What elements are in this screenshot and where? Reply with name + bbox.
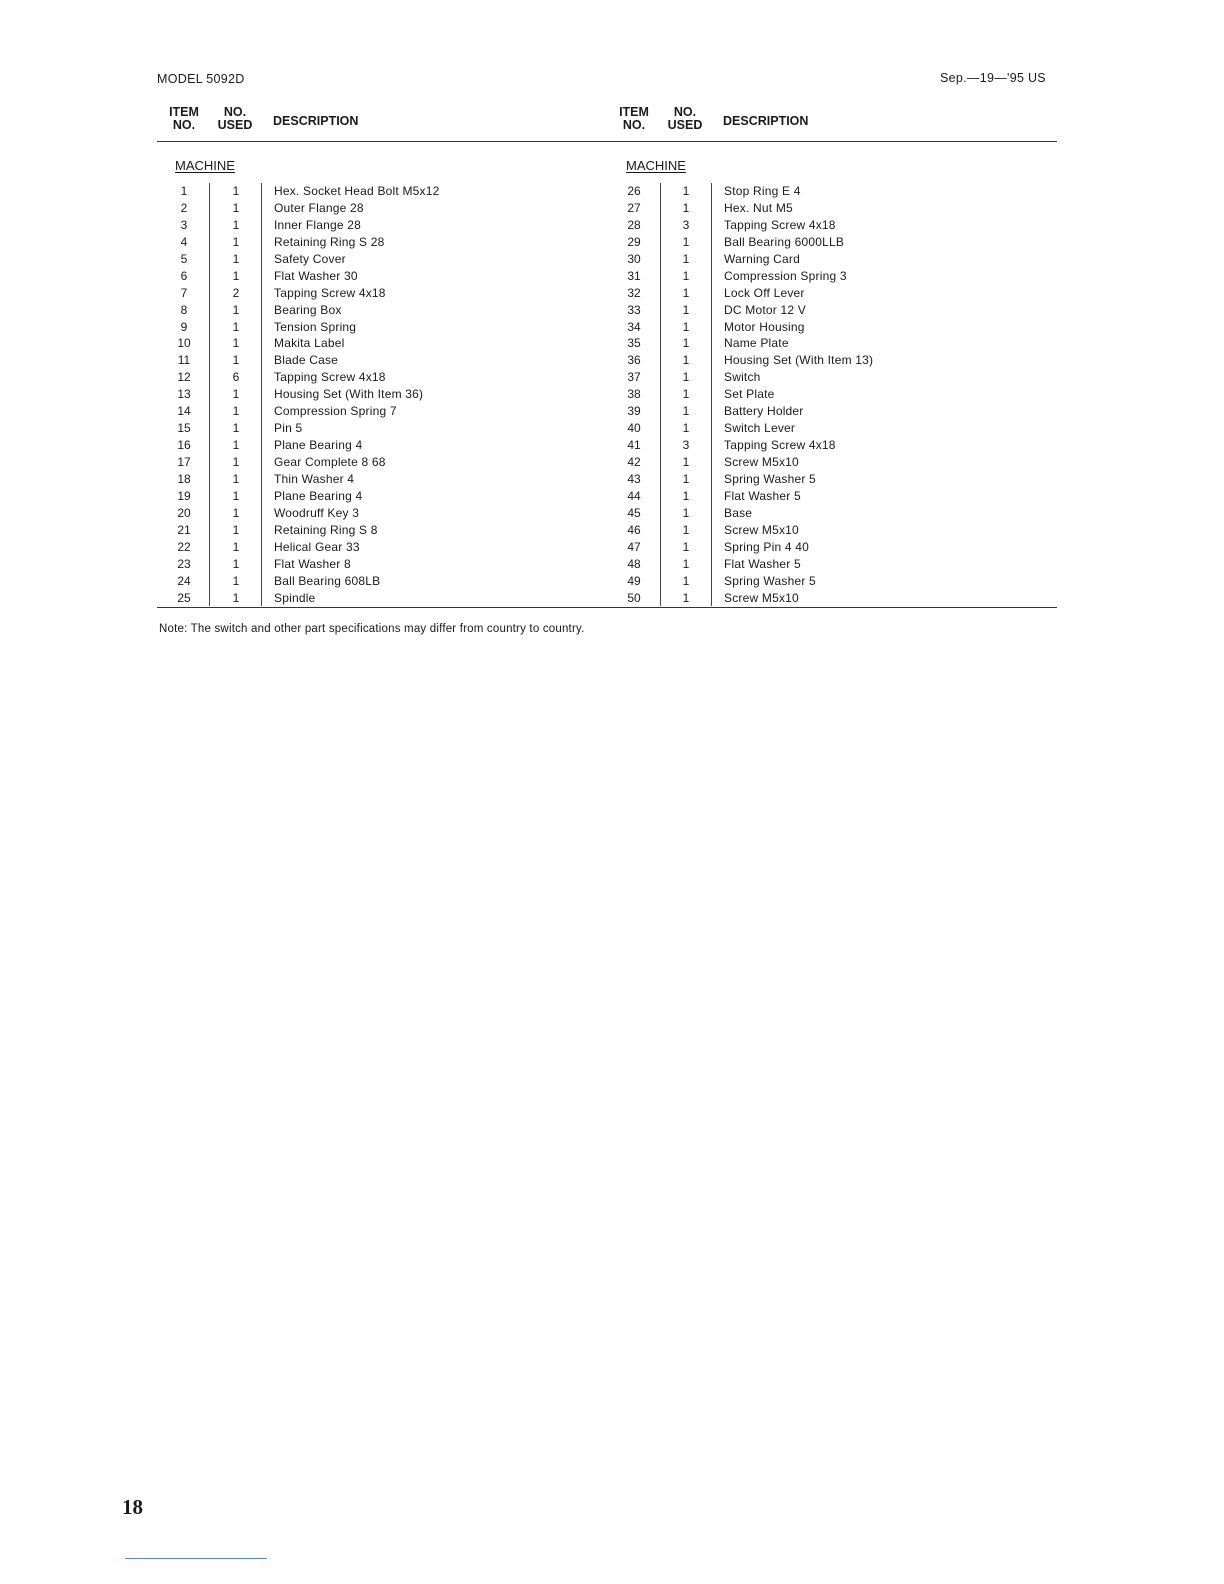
quantity-used: 1 bbox=[682, 184, 690, 198]
quantity-used: 6 bbox=[232, 370, 240, 385]
item-number: 23 bbox=[177, 556, 191, 571]
part-description: Flat Washer 30 bbox=[274, 268, 358, 283]
quantity-used: 3 bbox=[682, 217, 690, 232]
part-description: Screw M5x10 bbox=[724, 455, 799, 469]
quantity-used: 1 bbox=[232, 590, 240, 605]
quantity-used: 1 bbox=[232, 387, 240, 402]
quantity-used: 1 bbox=[682, 455, 690, 469]
item-number: 44 bbox=[627, 488, 641, 503]
item-number: 34 bbox=[627, 319, 641, 334]
quantity-used: 1 bbox=[682, 319, 690, 334]
quantity-used: 1 bbox=[682, 573, 690, 588]
part-description: Housing Set (With Item 13) bbox=[724, 353, 874, 368]
part-description: Tension Spring bbox=[274, 319, 357, 334]
part-description: Switch Lever bbox=[724, 421, 796, 436]
part-description: Screw M5x10 bbox=[724, 522, 799, 537]
header-rule bbox=[157, 141, 1057, 142]
quantity-used: 2 bbox=[232, 285, 240, 300]
item-number: 2 bbox=[180, 200, 188, 215]
quantity-used: 1 bbox=[232, 438, 240, 453]
left-no-used-header bbox=[212, 106, 258, 132]
item-number: 49 bbox=[627, 573, 641, 588]
item-number: 24 bbox=[177, 573, 191, 588]
quantity-used: 1 bbox=[232, 522, 240, 537]
part-description: Plane Bearing 4 bbox=[274, 438, 363, 453]
part-description: Battery Holder bbox=[724, 404, 804, 419]
part-description: Tapping Screw 4x18 bbox=[274, 285, 386, 300]
part-description: Bearing Box bbox=[274, 302, 342, 317]
item-number: 29 bbox=[627, 234, 641, 249]
part-description: Base bbox=[724, 505, 753, 520]
part-description: Tapping Screw 4x18 bbox=[724, 217, 836, 232]
quantity-used: 1 bbox=[232, 505, 240, 520]
item-number: 12 bbox=[177, 370, 191, 385]
model-label: MODEL 5092D bbox=[157, 72, 245, 86]
part-description: Flat Washer 8 bbox=[274, 556, 351, 571]
part-description: Outer Flange 28 bbox=[274, 200, 364, 215]
part-description: Ball Bearing 608LB bbox=[274, 573, 381, 588]
part-description: Retaining Ring S 28 bbox=[274, 234, 385, 249]
quantity-used: 1 bbox=[682, 251, 690, 266]
quantity-used: 1 bbox=[232, 319, 240, 334]
part-description: Spring Washer 5 bbox=[724, 471, 816, 486]
quantity-used: 1 bbox=[232, 184, 240, 198]
item-number: 5 bbox=[180, 251, 188, 266]
left-description-header: DESCRIPTION bbox=[273, 114, 359, 128]
part-description: Spindle bbox=[274, 590, 316, 605]
quantity-used: 1 bbox=[682, 471, 690, 486]
quantity-used: 1 bbox=[682, 353, 690, 368]
part-description: Motor Housing bbox=[724, 319, 805, 334]
item-number: 46 bbox=[627, 522, 641, 537]
quantity-used: 1 bbox=[232, 234, 240, 249]
header-used-line2: USED bbox=[217, 118, 253, 132]
item-number: 8 bbox=[180, 302, 188, 317]
part-description: Plane Bearing 4 bbox=[274, 488, 363, 503]
right-section-title: MACHINE bbox=[626, 158, 686, 173]
part-description: Compression Spring 3 bbox=[724, 268, 847, 283]
header-used-line1: NO. bbox=[673, 105, 697, 119]
quantity-used: 1 bbox=[682, 522, 690, 537]
item-number: 36 bbox=[627, 353, 641, 368]
right-no-used-header bbox=[662, 106, 708, 132]
part-description: Switch bbox=[724, 370, 761, 385]
part-description: Gear Complete 8 68 bbox=[274, 455, 386, 469]
item-number: 19 bbox=[177, 488, 191, 503]
item-number: 39 bbox=[627, 404, 641, 419]
left-section-title: MACHINE bbox=[175, 158, 235, 173]
item-number: 48 bbox=[627, 556, 641, 571]
table-bottom-rule bbox=[157, 607, 1057, 608]
quantity-used: 1 bbox=[682, 505, 690, 520]
item-number: 30 bbox=[627, 251, 641, 266]
header-item-line2: NO. bbox=[622, 118, 646, 132]
part-description: Hex. Nut M5 bbox=[724, 200, 793, 215]
item-number: 4 bbox=[180, 234, 188, 249]
quantity-used: 1 bbox=[232, 251, 240, 266]
header-used-line1: NO. bbox=[223, 105, 247, 119]
part-description: Flat Washer 5 bbox=[724, 556, 801, 571]
header-item-line2: NO. bbox=[172, 118, 196, 132]
item-number: 3 bbox=[180, 217, 188, 232]
quantity-used: 1 bbox=[232, 336, 240, 351]
item-number: 18 bbox=[177, 471, 191, 486]
quantity-used: 1 bbox=[682, 488, 690, 503]
part-description: Warning Card bbox=[724, 251, 800, 266]
item-number: 28 bbox=[627, 217, 641, 232]
quantity-used: 1 bbox=[232, 200, 240, 215]
item-number: 38 bbox=[627, 387, 641, 402]
quantity-used: 1 bbox=[232, 353, 240, 368]
quantity-used: 1 bbox=[232, 455, 240, 469]
quantity-used: 1 bbox=[232, 471, 240, 486]
item-number: 9 bbox=[180, 319, 188, 334]
item-number: 13 bbox=[177, 387, 191, 402]
quantity-used: 1 bbox=[232, 539, 240, 554]
item-number: 10 bbox=[177, 336, 191, 351]
part-description: Pin 5 bbox=[274, 421, 303, 436]
quantity-used: 3 bbox=[682, 438, 690, 453]
header-item-line1: ITEM bbox=[169, 105, 199, 119]
part-description: Screw M5x10 bbox=[724, 590, 799, 605]
item-number: 50 bbox=[627, 590, 641, 605]
item-number: 7 bbox=[180, 285, 188, 300]
quantity-used: 1 bbox=[682, 556, 690, 571]
date-label: Sep.—19—'95 US bbox=[940, 71, 1046, 85]
item-number: 26 bbox=[627, 184, 641, 198]
quantity-used: 1 bbox=[682, 539, 690, 554]
part-description: Blade Case bbox=[274, 353, 339, 368]
item-number: 37 bbox=[627, 370, 641, 385]
quantity-used: 1 bbox=[682, 590, 690, 605]
item-number: 25 bbox=[177, 590, 191, 605]
part-description: Spring Pin 4 40 bbox=[724, 539, 810, 554]
item-number: 15 bbox=[177, 421, 191, 436]
item-number: 31 bbox=[627, 268, 641, 283]
quantity-used: 1 bbox=[232, 302, 240, 317]
part-description: Makita Label bbox=[274, 336, 345, 351]
item-number: 16 bbox=[177, 438, 191, 453]
quantity-used: 1 bbox=[232, 268, 240, 283]
quantity-used: 1 bbox=[682, 370, 690, 385]
item-number: 41 bbox=[627, 438, 641, 453]
part-description: Tapping Screw 4x18 bbox=[724, 438, 836, 453]
page-number: 18 bbox=[122, 1495, 143, 1519]
part-description: Retaining Ring S 8 bbox=[274, 522, 378, 537]
quantity-used: 1 bbox=[682, 200, 690, 215]
item-number: 14 bbox=[177, 404, 191, 419]
right-description-header: DESCRIPTION bbox=[723, 114, 809, 128]
item-number: 42 bbox=[627, 455, 641, 469]
item-number: 17 bbox=[177, 455, 191, 469]
quantity-used: 1 bbox=[682, 387, 690, 402]
part-description: Lock Off Lever bbox=[724, 285, 805, 300]
quantity-used: 1 bbox=[232, 421, 240, 436]
quantity-used: 1 bbox=[232, 556, 240, 571]
item-number: 35 bbox=[627, 336, 641, 351]
item-number: 20 bbox=[177, 505, 191, 520]
part-description: Thin Washer 4 bbox=[274, 471, 355, 486]
header-item-line1: ITEM bbox=[619, 105, 649, 119]
quantity-used: 1 bbox=[682, 268, 690, 283]
item-number: 32 bbox=[627, 285, 641, 300]
part-description: Inner Flange 28 bbox=[274, 217, 362, 232]
right-item-no-header bbox=[613, 106, 655, 132]
quantity-used: 1 bbox=[232, 488, 240, 503]
item-number: 47 bbox=[627, 539, 641, 554]
item-number: 43 bbox=[627, 471, 641, 486]
left-item-no-header bbox=[163, 106, 205, 132]
header-used-line2: USED bbox=[667, 118, 703, 132]
footnote: Note: The switch and other part specifications may differ from country to country. bbox=[159, 623, 585, 635]
quantity-used: 1 bbox=[682, 421, 690, 436]
part-description: Tapping Screw 4x18 bbox=[274, 370, 386, 385]
part-description: DC Motor 12 V bbox=[724, 302, 806, 317]
item-number: 33 bbox=[627, 302, 641, 317]
item-number: 45 bbox=[627, 505, 641, 520]
quantity-used: 1 bbox=[682, 404, 690, 419]
item-number: 21 bbox=[177, 522, 191, 537]
quantity-used: 1 bbox=[232, 573, 240, 588]
part-description: Spring Washer 5 bbox=[724, 573, 816, 588]
quantity-used: 1 bbox=[682, 336, 690, 351]
quantity-used: 1 bbox=[682, 234, 690, 249]
part-description: Compression Spring 7 bbox=[274, 404, 397, 419]
item-number: 11 bbox=[177, 353, 191, 368]
part-description: Helical Gear 33 bbox=[274, 539, 360, 554]
quantity-used: 1 bbox=[682, 302, 690, 317]
part-description: Woodruff Key 3 bbox=[274, 505, 360, 520]
quantity-used: 1 bbox=[232, 217, 240, 232]
quantity-used: 1 bbox=[682, 285, 690, 300]
item-number: 6 bbox=[180, 268, 188, 283]
part-description: Stop Ring E 4 bbox=[724, 184, 801, 198]
item-number: 22 bbox=[177, 539, 191, 554]
part-description: Safety Cover bbox=[274, 251, 346, 266]
item-number: 40 bbox=[627, 421, 641, 436]
item-number: 27 bbox=[627, 200, 641, 215]
part-description: Name Plate bbox=[724, 336, 789, 351]
part-description: Set Plate bbox=[724, 387, 775, 402]
part-description: Flat Washer 5 bbox=[724, 488, 801, 503]
quantity-used: 1 bbox=[232, 404, 240, 419]
part-description: Hex. Socket Head Bolt M5x12 bbox=[274, 184, 440, 198]
part-description: Housing Set (With Item 36) bbox=[274, 387, 424, 402]
item-number: 1 bbox=[180, 184, 188, 198]
part-description: Ball Bearing 6000LLB bbox=[724, 234, 845, 249]
footer-rule bbox=[125, 1558, 267, 1559]
